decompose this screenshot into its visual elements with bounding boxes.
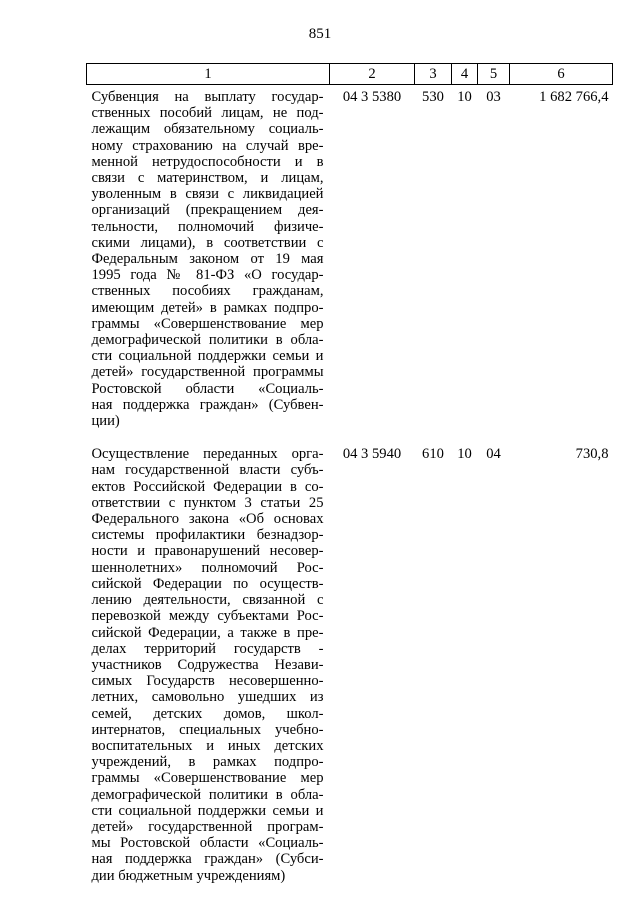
description-line: лению деятельности, связанной с	[91, 592, 324, 609]
description-line: сийской Федерации по осуществ-	[91, 575, 324, 592]
description-line: ственных пособиях гражданам,	[91, 283, 324, 300]
column-header: 4	[452, 64, 478, 85]
description-line: ному страхованию на случай вре-	[91, 137, 324, 154]
description-line: семей, детских домов, школ-	[91, 705, 324, 722]
description-line: Федерального закона «Об основах	[91, 511, 324, 528]
description-line: Ростовской области «Социаль-	[91, 380, 324, 397]
description-line: дии бюджетным учреждениям)	[91, 867, 286, 884]
description-line: интернатов, специальных учебно-	[91, 721, 324, 738]
row-expense-type: 530	[422, 89, 444, 105]
row-amount: 730,8	[575, 446, 609, 463]
column-header: 1	[87, 64, 330, 85]
description-line: ственных пособий лицам, не под-	[91, 105, 324, 122]
column-header: 3	[415, 64, 452, 85]
table-header-row	[87, 64, 613, 85]
description-line: ответствии с пунктом 3 статьи 25	[91, 494, 324, 511]
description-line: ная поддержка граждан» (Субвен-	[91, 396, 324, 413]
row-subsection: 03	[486, 89, 501, 105]
description-line: Федеральным законом от 19 мая	[91, 251, 324, 268]
row-section: 10	[457, 446, 472, 463]
description-line: ности и правонарушений несовер-	[91, 543, 324, 560]
description-line: тельности, полномочий физиче-	[91, 218, 324, 235]
row-description	[87, 442, 330, 896]
description-line: детей» государственной програм-	[91, 818, 324, 835]
description-line: воспитательных и иных детских	[91, 737, 324, 754]
description-line: 1995 года № 81-ФЗ «О государ-	[91, 267, 324, 284]
description-line: симых Государств несовершенно-	[91, 673, 324, 690]
row-amount: 1 682 766,4	[539, 89, 609, 105]
column-header: 2	[330, 64, 415, 85]
description-line: демографической политики в обла-	[91, 332, 324, 349]
table-row	[87, 442, 613, 896]
description-line: Осуществление переданных орга-	[91, 446, 324, 463]
column-header: 6	[510, 64, 613, 85]
description-line: сти социальной поддержки семьи и	[91, 802, 324, 819]
description-line: граммы «Совершенствование мер	[91, 770, 324, 787]
description-line: организаций (прекращением дея-	[91, 202, 324, 219]
description-line: мы Ростовской области «Социаль-	[91, 835, 324, 852]
description-line: лежащим обязательному социаль-	[91, 121, 324, 138]
description-line: делах территорий государств -	[91, 640, 324, 657]
description-line: перевозкой между субъектами Рос-	[91, 608, 324, 625]
page-number: 851	[308, 26, 332, 42]
row-section: 10	[457, 89, 472, 105]
description-line: сийской Федерации, а также в пре-	[91, 624, 324, 641]
description-line: детей» государственной программы	[91, 364, 324, 381]
row-code: 04 3 5940	[342, 446, 402, 463]
description-line: нам государственной власти субъ-	[91, 462, 324, 479]
budget-table	[86, 63, 613, 897]
row-description	[87, 85, 330, 443]
description-line: имеющим детей» в рамках подпро-	[91, 299, 324, 316]
row-code: 04 3 5380	[342, 89, 402, 105]
description-line: граммы «Совершенствование мер	[91, 315, 324, 332]
description-line: менной нетрудоспособности и в	[91, 153, 324, 170]
table-row	[87, 85, 613, 443]
description-line: Субвенция на выплату государ-	[91, 89, 324, 105]
description-line: системы профилактики безнадзор-	[91, 527, 324, 544]
row-expense-type: 610	[422, 446, 444, 463]
description-line: шеннолетних» полномочий Рос-	[91, 559, 324, 576]
description-line: ная поддержка граждан» (Субси-	[91, 851, 324, 868]
description-line: скими лицами), в соответствии с	[91, 234, 324, 251]
description-line: уволенным в связи с ликвидацией	[91, 186, 324, 203]
description-line: сти социальной поддержки семьи и	[91, 348, 324, 365]
description-line: ектов Российской Федерации в со-	[91, 478, 324, 495]
description-line: демографической политики в обла-	[91, 786, 324, 803]
description-line: связи с материнством, и лицам,	[91, 170, 324, 187]
column-header: 5	[478, 64, 510, 85]
row-subsection: 04	[486, 446, 501, 463]
description-line: летних, самовольно ушедших из	[91, 689, 324, 706]
description-line: участников Содружества Незави-	[91, 656, 324, 673]
description-line: учреждений, в рамках подпро-	[91, 754, 324, 771]
description-line: ции)	[91, 413, 120, 430]
